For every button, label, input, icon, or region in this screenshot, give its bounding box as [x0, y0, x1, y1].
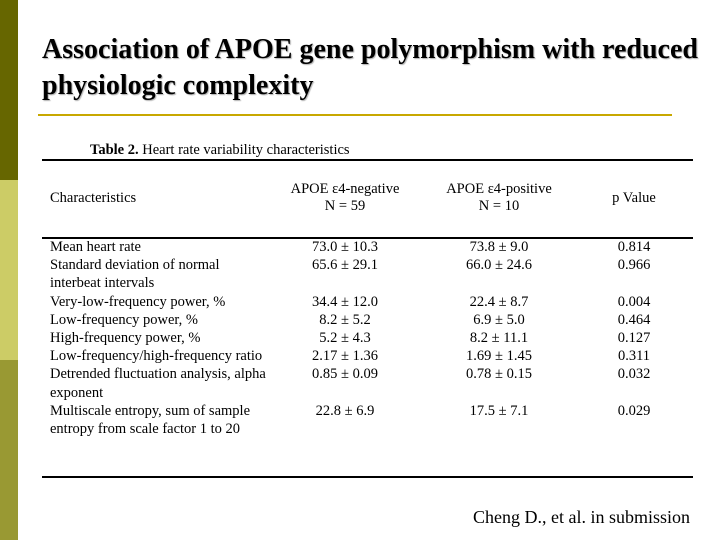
row-characteristic: Very-low-frequency power, % [50, 293, 226, 310]
row-p-value: 0.311 [617, 348, 651, 365]
table-caption-text: Heart rate variability characteristics [142, 142, 350, 158]
row-positive-value: 22.4 ± 8.7 [469, 293, 529, 310]
row-p-value: 0.966 [617, 257, 651, 274]
row-p-value: 0.464 [617, 311, 651, 328]
row-positive-value: 6.9 ± 5.0 [473, 311, 525, 328]
side-bar-middle [0, 180, 18, 360]
row-negative-value: 2.17 ± 1.36 [312, 348, 378, 365]
table-row [50, 256, 690, 292]
row-positive-value: 8.2 ± 11.1 [469, 330, 529, 347]
table-caption [90, 142, 350, 158]
table-row [50, 293, 690, 311]
row-p-value: 0.029 [617, 402, 651, 419]
row-positive-value: 66.0 ± 24.6 [466, 257, 532, 274]
row-characteristic: Multiscale entropy, sum of sample entropy from scale factor 1 to 20 [50, 402, 251, 438]
row-characteristic: Standard deviation of normal interbeat intervals [50, 257, 220, 292]
table-caption-label: Table 2. [90, 142, 139, 158]
table-bottom-rule [42, 476, 693, 478]
header-apoe-positive [428, 181, 570, 215]
row-characteristic: Detrended fluctuation analysis, alpha exponent [50, 366, 266, 401]
row-negative-value: 5.2 ± 4.3 [319, 330, 371, 347]
table-row [50, 347, 690, 365]
row-characteristic: Low-frequency power, % [50, 311, 198, 328]
row-positive-value: 1.69 ± 1.45 [466, 348, 532, 365]
row-negative-value: 0.85 ± 0.09 [312, 366, 378, 383]
row-negative-value: 8.2 ± 5.2 [319, 311, 371, 328]
header-apoe-negative [270, 181, 420, 215]
title-underline [38, 114, 672, 116]
row-p-value: 0.004 [617, 293, 651, 310]
row-characteristic: High-frequency power, % [50, 330, 201, 347]
header-apoe-negative-n: N = 59 [324, 198, 366, 214]
header-apoe-negative-label: APOE ε4-negative [290, 181, 400, 197]
row-negative-value: 22.8 ± 6.9 [315, 402, 375, 419]
row-p-value: 0.127 [617, 330, 651, 347]
row-p-value: 0.814 [617, 239, 651, 255]
header-p-value: p Value [612, 190, 656, 206]
table-row [50, 402, 690, 438]
header-apoe-positive-label: APOE ε4-positive [446, 181, 552, 197]
row-negative-value: 65.6 ± 29.1 [312, 257, 378, 274]
row-characteristic: Mean heart rate [50, 239, 141, 255]
header-characteristics: Characteristics [50, 190, 137, 206]
row-negative-value: 73.0 ± 10.3 [312, 239, 378, 255]
row-positive-value: 73.8 ± 9.0 [469, 239, 529, 255]
row-negative-value: 34.4 ± 12.0 [312, 293, 378, 310]
table-row [50, 238, 690, 256]
table-row [50, 365, 690, 401]
table-row [50, 329, 690, 347]
table-top-rule [42, 159, 693, 161]
slide-title: Association of APOE gene polymorphism with reduced physiologic complexity [42, 34, 698, 101]
side-bar-bottom [0, 360, 18, 540]
row-characteristic: Low-frequency/high-frequency ratio [50, 348, 263, 365]
table-row [50, 311, 690, 329]
header-apoe-positive-n: N = 10 [478, 198, 520, 214]
table-body [50, 238, 690, 438]
citation: Cheng D., et al. in submission [473, 507, 690, 527]
side-bar-top [0, 0, 18, 180]
row-positive-value: 17.5 ± 7.1 [469, 402, 529, 419]
row-positive-value: 0.78 ± 0.15 [466, 366, 532, 383]
row-p-value: 0.032 [617, 366, 651, 383]
